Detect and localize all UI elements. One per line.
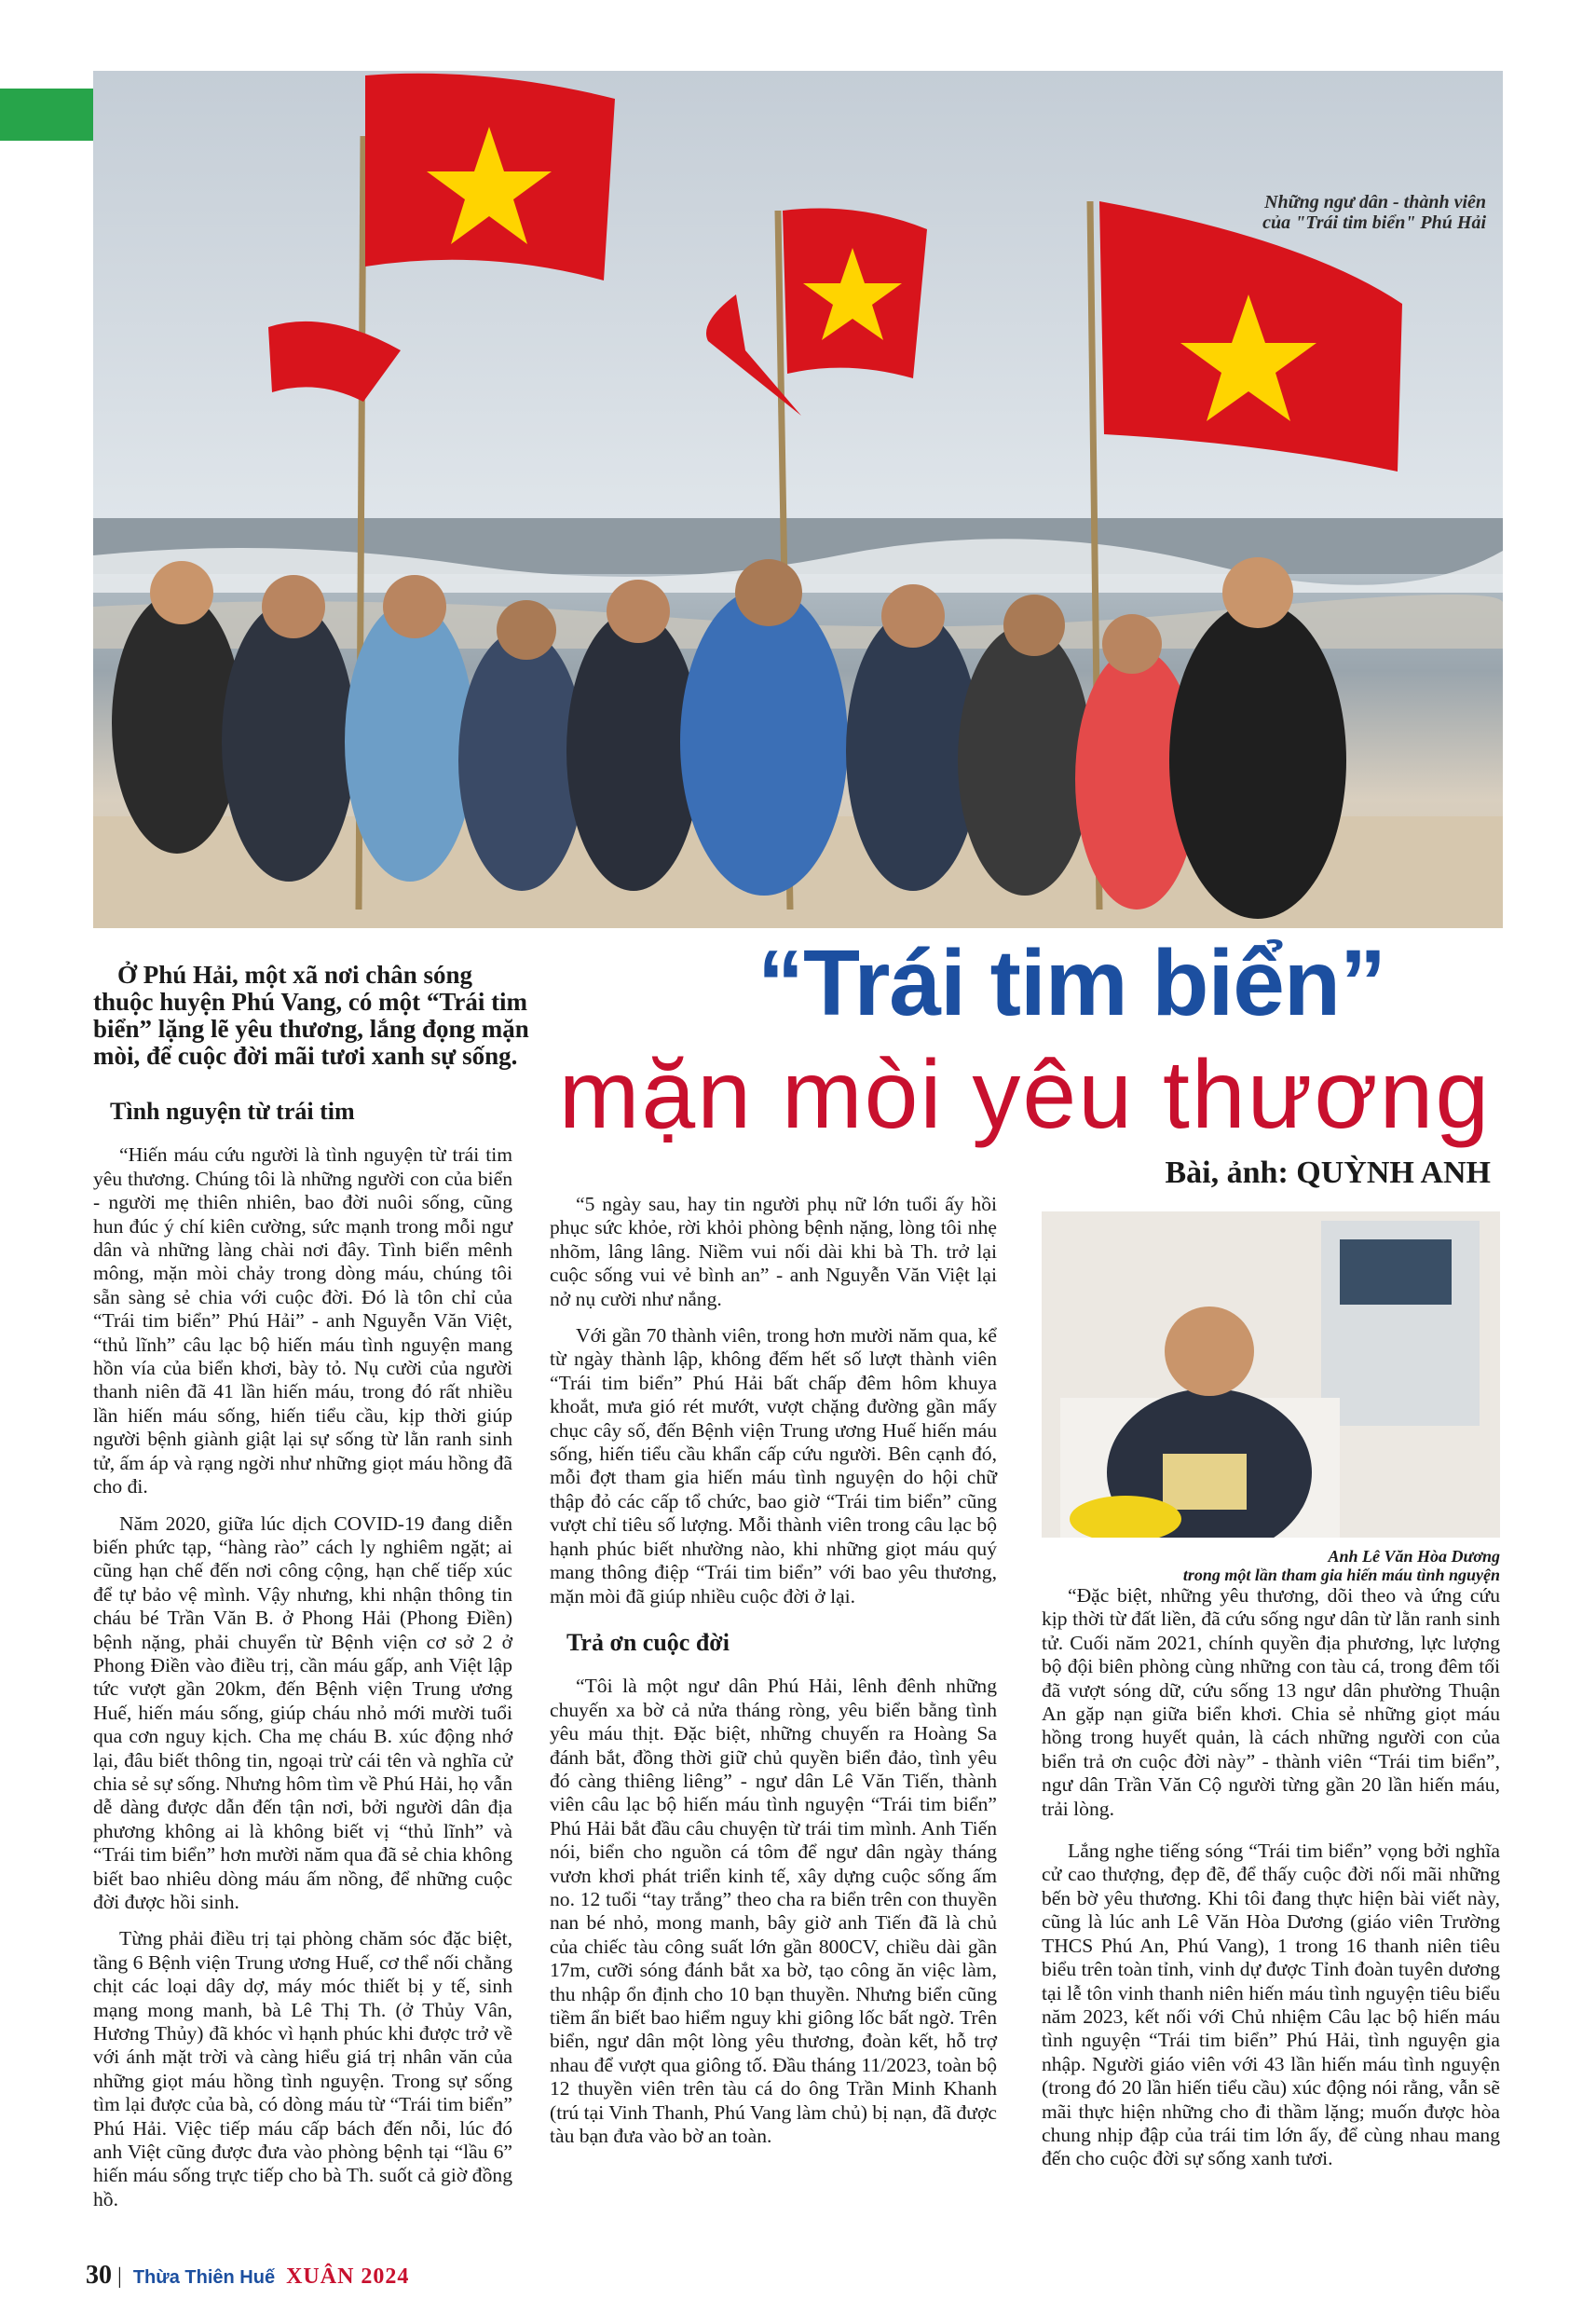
lead-paragraph: Ở Phú Hải, một xã nơi chân sóng thuộc huyện Phú Vang, có một “Trái tim biển” lặng lẽ yêu thương, lắng đọng mặn mòi, để cuộc đời mãi tươi xanh sự sống.	[93, 961, 529, 1070]
hero-photo	[93, 71, 1503, 928]
certificate-book	[1163, 1454, 1247, 1510]
paragraph: “Đặc biệt, những yêu thương, dõi theo và ứng cứu kịp thời từ đất liền, đã cứu sống ngư dân từ lằn ranh sinh tử. Cuối năm 2021, chính quyền địa phương, lực lượng bộ đội biên phòng cùng những con tàu cá, trong đêm tối đã vượt sóng dữ, cứu sống 13 ngư dân phường Thuận An gặp nạn giữa biển khơi. Chia sẻ những giọt máu hồng trong huyết quản, là cách những người con của biển trả ơn cuộc đời này” - thành viên “Trái tim biển”, ngư dân Trần Văn Cộ người từng gần 20 lần hiến máu, trải lòng.	[1042, 1584, 1500, 1820]
inset-caption-line1: Anh Lê Văn Hòa Dương	[1328, 1547, 1500, 1566]
headline-line1: “Trái tim biển”	[757, 931, 1385, 1035]
paragraph: Từng phải điều trị tại phòng chăm sóc đặc biệt, tầng 6 Bệnh viện Trung ương Huế, cơ thể nối chằng chịt các loại dây dợ, máy móc thiết bị y tế, sinh mạng mong manh, bà Lê Thị Th. (ở Thủy Vân, Hương Thủy) đã khóc vì hạnh phúc khi được trở về với ánh mặt trời và càng hiểu giá trị nhân văn của những giọt máu hồng tình nguyện. Trong sự sống tìm lại được của bà, có dòng máu từ “Trái tim biển” Phú Hải. Việc tiếp máu cấp bách đến nỗi, lúc đó anh Việt cũng được đưa vào phòng bệnh tại “lầu 6” hiến máu sống trực tiếp cho bà Th. suốt cả giờ đồng hồ.	[93, 1927, 512, 2210]
article-column-2	[550, 1193, 997, 2161]
paragraph: Với gần 70 thành viên, trong hơn mười năm qua, kể từ ngày thành lập, không đếm hết số lượt thành viên “Trái tim biển” Phú Hải bất chấp đêm hôm khuya khoắt, mưa gió rét mướt, vượt chặng đường gần mấy chục cây số, đến Bệnh viện Trung ương Huế hiến máu sống, hiến tiểu cầu khẩn cấp cứu người. Bên cạnh đó, mỗi đợt tham gia hiến máu tình nguyện do hội chữ thập đỏ các cấp tổ chức, bao giờ “Trái tim biển” cũng vượt chỉ tiêu số lượng. Mỗi thành viên trong câu lạc bộ hạnh phúc biết nhường nào, khi những giọt máu quý mang thông điệp “Trái tim biển” với bao yêu thương, mặn mòi đã giúp nhiều cuộc đời ở lại.	[550, 1324, 997, 1607]
machine-screen	[1340, 1239, 1452, 1305]
byline: Bài, ảnh: QUỲNH ANH	[1165, 1156, 1491, 1190]
paragraph: “5 ngày sau, hay tin người phụ nữ lớn tuổi ấy hồi phục sức khỏe, rời khỏi phòng bệnh nặng, lòng tôi nhẹ nhõm, lâng lâng. Niềm vui nối dài khi bà Th. trở lại cuộc sống vui vẻ bình an” - anh Nguyễn Văn Việt lại nở nụ cười như nắng.	[550, 1193, 997, 1310]
inset-photo	[1042, 1211, 1500, 1538]
issue-label: XUÂN 2024	[286, 2264, 410, 2289]
flag-2	[268, 294, 801, 416]
inset-caption-line2: trong một lần tham gia hiến máu tình nguyện	[1182, 1566, 1500, 1584]
flag-1	[365, 74, 615, 280]
article-column-3	[1042, 1584, 1500, 2184]
magazine-name: Thừa Thiên Huế	[132, 2267, 276, 2288]
page-number: 30	[86, 2261, 112, 2290]
fishermen-group	[112, 557, 1346, 919]
patient-head	[1165, 1306, 1254, 1396]
hero-photo-caption	[1179, 192, 1486, 233]
paragraph: “Hiến máu cứu người là tình nguyện từ trái tim yêu thương. Chúng tôi là những người con của biển - người mẹ thiên nhiên, bao đời nuôi sống, cũng hun đúc ý chí kiên cường, sức mạnh trong mỗi ngư dân và những làng chài nơi đây. Tình biển mênh mông, mặn mòi chảy trong dòng máu, chúng tôi sẵn sàng sẻ chia với cuộc đời. Đó là tôn chỉ của “Trái tim biển” Phú Hải” - anh Nguyễn Văn Việt, “thủ lĩnh” câu lạc bộ hiến máu tình nguyện mang hồn vía của biển khơi, bày tỏ. Nụ cười của người thanh niên đã 41 lần hiến máu, trong đó rất nhiều lần hiến máu sống, hiến tiểu cầu, kịp thời giúp người bệnh giành giật lại sự sống từ lằn ranh sinh tử, ấm áp và rạng ngời như những giọt máu hồng đã cho đi.	[93, 1143, 512, 1498]
paragraph: Lắng nghe tiếng sóng “Trái tim biển” vọng bởi nghĩa cử cao thượng, đẹp đẽ, để thấy cuộc đời nối mãi những bến bờ yêu thương. Khi tôi đang thực hiện bài viết này, cũng là lúc anh Lê Văn Hòa Dương (giáo viên Trường THCS Phú An, Phú Vang), 1 trong 16 thanh niên tiêu biểu trên toàn tỉnh, vinh dự được Tỉnh đoàn tuyên dương tại lễ tôn vinh thanh niên hiến máu tình nguyện tiêu biểu năm 2023, kết nối với Chủ nhiệm Câu lạc bộ hiến máu tình nguyện “Trái tim biển” Phú Hải, tình nguyện gia nhập. Người giáo viên với 43 lần hiến máu tình nguyện (trong đó 20 lần hiến tiểu cầu) xúc động nói rằng, vẫn sẽ mãi thực hiện những cho đi thầm lặng; muốn được hòa chung nhịp đập của trái tim lớn ấy, để cùng nhau mang đến cho cuộc đời sự sống xanh tươi.	[1042, 1840, 1500, 2170]
footer-divider: |	[112, 2264, 128, 2289]
paragraph: “Tôi là một ngư dân Phú Hải, lênh đênh những chuyến xa bờ cả nửa tháng ròng, yêu biển bằng tình yêu máu thịt. Đặc biệt, những chuyến ra Hoàng Sa đánh bắt, đồng thời giữ chủ quyền biển đảo, tình yêu đó càng thiêng liêng” - ngư dân Lê Văn Tiến, thành viên câu lạc bộ hiến máu tình nguyện “Trái tim biển” Phú Hải bắt đầu câu chuyện từ trái tim mình. Anh Tiến nói, biển cho nguồn cá tôm để ngư dân ngày tháng vươn khơi phát triển kinh tế, xây dựng cuộc sống ấm no. 12 tuổi “tay trắng” theo cha ra biển trên con thuyền nan bé nhỏ, mong manh, bây giờ anh Tiến đã là chủ của chiếc tàu công suất lớn gần 800CV, chiều dài gần 17m, cưỡi sóng đánh bắt xa bờ, tạo công ăn việc làm, thu nhập ổn định cho 10 bạn thuyền. Nhưng biển cũng tiềm ẩn biết bao hiểm nguy khi giông lốc bất ngờ. Trên biển, ngư dân một lòng yêu thương, đoàn kết, hỗ trợ nhau để vượt qua giông tố. Đầu tháng 11/2023, toàn bộ 12 thuyền viên trên tàu cá do ông Trần Minh Khanh (trú tại Vinh Thanh, Phú Vang làm chủ) bị nạn, đã được tàu bạn đưa vào bờ an toàn.	[550, 1675, 997, 2148]
subheading-1: Tình nguyện từ trái tim	[110, 1098, 355, 1125]
page-footer	[86, 2261, 409, 2291]
article-column-1	[93, 1100, 512, 2224]
hero-caption-line1: Những ngư dân - thành viên	[1264, 192, 1486, 212]
hero-caption-line2: của "Trái tim biển" Phú Hải	[1262, 212, 1486, 233]
headline-line2: mặn mòi yêu thương	[558, 1041, 1492, 1149]
inset-photo-illustration	[1042, 1211, 1500, 1538]
paragraph: Năm 2020, giữa lúc dịch COVID-19 đang diễn biến phức tạp, “hàng rào” cách ly nghiêm ngặt; ai cũng hạn chế đến nơi công cộng, hạn chế tiếp xúc để tự bảo vệ mình. Vậy nhưng, khi nhận thông tin cháu bé Trần Văn B. ở Phong Hải (Phong Điền) bệnh nặng, phải chuyển từ Bệnh viện cơ sở 2 ở Phong Điền vào điều trị, cần máu gấp, anh Việt lập tức vượt gần 20km, đến Bệnh viện Trung ương Huế, hiến máu sống, giúp cháu nhỏ mới mười tuổi qua cơn nguy kịch. Cha mẹ cháu B. xúc động nhớ lại, đâu biết thông tin, ngoại trừ cái tên và nghĩa cử chia sẻ sự sống. Nhưng hôm tìm về Phú Hải, họ vẫn dễ dàng được dẫn đến tận nơi, bởi người dân địa phương không ai là không biết vị “thủ lĩnh” và “Trái tim biển” hơn mười năm qua đã sẻ chia không biết bao nhiêu dòng máu ấm nồng, để những cuộc đời được hồi sinh.	[93, 1512, 512, 1913]
flag-4	[1099, 201, 1402, 472]
subheading-2: Trả ơn cuộc đời	[566, 1628, 730, 1656]
flag-3	[783, 209, 927, 379]
inset-photo-caption	[1042, 1547, 1500, 1584]
